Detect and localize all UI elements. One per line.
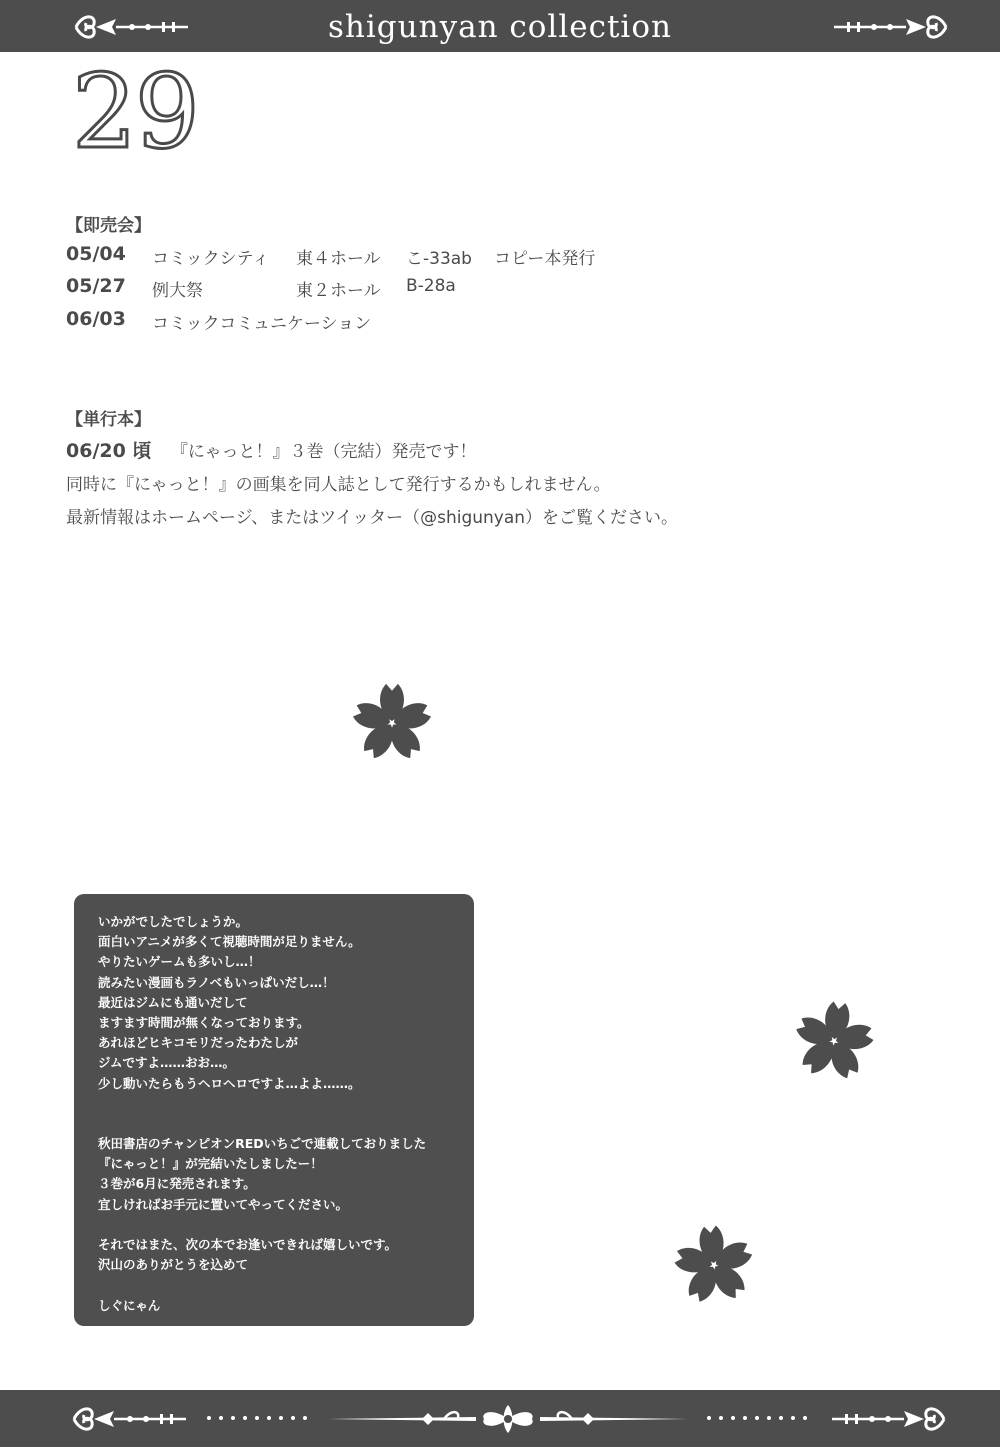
event-date: 06/03: [66, 308, 126, 330]
sakura-icon: [348, 680, 436, 766]
sakura-icon: [790, 998, 878, 1084]
footer-center-flourish-icon: [326, 1402, 690, 1436]
message-line: やりたいゲームも多いし…！: [98, 954, 261, 970]
message-line: ジムですよ……おお…。: [98, 1055, 236, 1071]
message-text: [98, 912, 468, 1316]
message-line: それではまた、次の本でお逢いできれば嬉しいです。: [98, 1237, 398, 1252]
footer-dots-right-icon: [704, 1412, 814, 1424]
event-hall: 東４ホール: [296, 249, 381, 269]
message-line: 読みたい漫画もラノベもいっぱいだし…！: [98, 974, 335, 990]
event-date: 05/27: [66, 275, 126, 297]
message-box: [74, 894, 474, 1326]
book-release-date: 06/20 頃: [66, 440, 152, 462]
message-line: [98, 1114, 468, 1134]
book-line-3: 最新情報はホームページ、またはツイッター（@shigunyan）をご覧ください。: [66, 508, 679, 528]
message-line: 面白いアニメが多くて視聴時間が足りません。: [98, 934, 361, 950]
books-heading: 【単行本】: [66, 410, 151, 430]
message-line: [98, 1275, 468, 1295]
footer-flourish-left-icon: [70, 1402, 188, 1436]
footer-flourish-right-icon: [830, 1402, 948, 1436]
message-line: 『にゃっと！』が完結いたしましたー！: [98, 1156, 323, 1172]
message-line: しぐにゃん: [98, 1297, 161, 1313]
book-line-2: 同時に『にゃっと！』の画集を同人誌として発行するかもしれません。: [66, 475, 611, 495]
event-note: コピー本発行: [494, 249, 596, 269]
event-name: コミックシティ: [152, 249, 270, 269]
message-line: 沢山のありがとうを込めて: [98, 1257, 249, 1273]
message-line: いかがでしたでしょうか。: [98, 914, 249, 929]
events-heading: 【即売会】: [66, 216, 151, 236]
message-line: [98, 1215, 468, 1235]
footer-dots-left-icon: [204, 1412, 314, 1424]
message-line: [98, 1094, 468, 1114]
event-space: B-28a: [406, 276, 456, 296]
message-line: ３巻が6月に発売されます。: [98, 1176, 256, 1192]
message-line: あれほどヒキコモリだったわたしが: [98, 1035, 299, 1051]
message-line: 秋田書店のチャンピオンREDいちごで連載しておりました: [98, 1136, 427, 1152]
message-line: ますます時間が無くなっております。: [98, 1014, 310, 1030]
event-hall: 東２ホール: [296, 281, 381, 301]
sakura-icon: [670, 1222, 758, 1308]
message-line: 最近はジムにも通いだして: [98, 994, 248, 1010]
event-name: コミックコミュニケーション: [152, 314, 372, 334]
event-date: 05/04: [66, 243, 126, 265]
event-name: 例大祭: [152, 281, 203, 301]
message-line: 少し動いたらもうヘロヘロですよ…よよ……。: [98, 1075, 361, 1091]
event-space: こ-33ab: [406, 249, 472, 269]
book-release-line: [66, 436, 477, 463]
message-line: 宜しければお手元に置いてやってください。: [98, 1196, 349, 1212]
page-number: 29: [72, 53, 198, 172]
header-title: shigunyan collection: [328, 9, 672, 45]
book-release-text: 『にゃっと！』３巻（完結）発売です！: [170, 442, 477, 462]
